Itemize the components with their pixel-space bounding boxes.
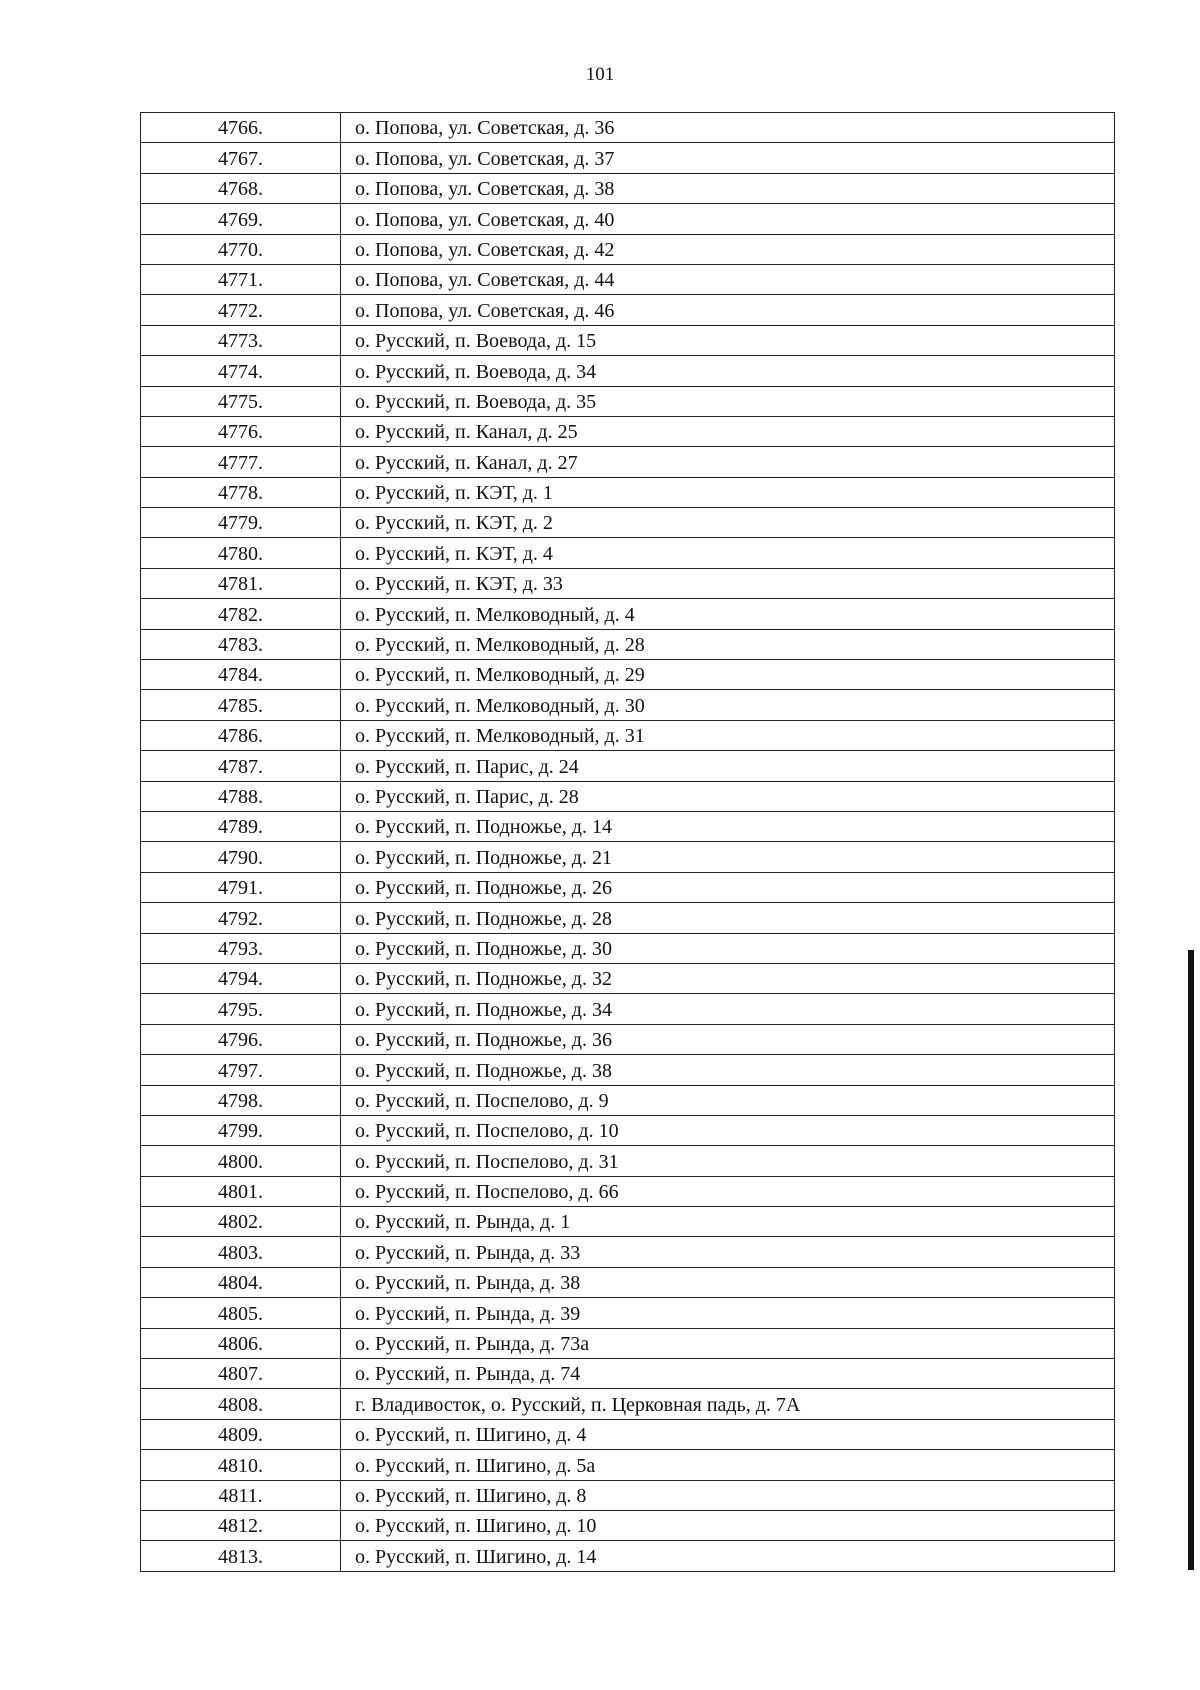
row-address: о. Русский, п. Парис, д. 28 (341, 781, 1115, 811)
table-row (141, 933, 1115, 963)
row-number: 4779. (141, 508, 341, 538)
row-address: о. Русский, п. Поспелово, д. 31 (341, 1146, 1115, 1176)
row-number: 4801. (141, 1176, 341, 1206)
table-row (141, 903, 1115, 933)
row-number: 4812. (141, 1510, 341, 1540)
table-row (141, 416, 1115, 446)
table-row (141, 1450, 1115, 1480)
row-number: 4798. (141, 1085, 341, 1115)
row-address: о. Русский, п. Подножье, д. 14 (341, 811, 1115, 841)
table-row (141, 477, 1115, 507)
row-address: о. Русский, п. Канал, д. 27 (341, 447, 1115, 477)
row-number: 4772. (141, 295, 341, 325)
table-row (141, 447, 1115, 477)
row-address: о. Русский, п. Подножье, д. 28 (341, 903, 1115, 933)
row-number: 4793. (141, 933, 341, 963)
row-number: 4768. (141, 173, 341, 203)
table-row (141, 1298, 1115, 1328)
row-address: о. Попова, ул. Советская, д. 46 (341, 295, 1115, 325)
row-address: о. Попова, ул. Советская, д. 38 (341, 173, 1115, 203)
row-number: 4790. (141, 842, 341, 872)
table-row (141, 1207, 1115, 1237)
table-row (141, 295, 1115, 325)
row-number: 4776. (141, 416, 341, 446)
row-address: о. Русский, п. Рында, д. 74 (341, 1359, 1115, 1389)
row-address: о. Русский, п. Мелководный, д. 29 (341, 660, 1115, 690)
table-row (141, 781, 1115, 811)
row-address: о. Русский, п. Шигино, д. 4 (341, 1419, 1115, 1449)
scan-edge-mark (1188, 950, 1194, 1570)
row-address: о. Русский, п. Подножье, д. 26 (341, 872, 1115, 902)
row-number: 4778. (141, 477, 341, 507)
row-number: 4802. (141, 1207, 341, 1237)
table-row (141, 143, 1115, 173)
table-row (141, 1267, 1115, 1297)
table-row (141, 872, 1115, 902)
row-number: 4785. (141, 690, 341, 720)
row-address: о. Русский, п. КЭТ, д. 1 (341, 477, 1115, 507)
table-row (141, 842, 1115, 872)
table-row (141, 1237, 1115, 1267)
row-number: 4789. (141, 811, 341, 841)
row-address: о. Русский, п. Рында, д. 38 (341, 1267, 1115, 1297)
row-number: 4806. (141, 1328, 341, 1358)
table-row (141, 994, 1115, 1024)
row-address: о. Русский, п. Мелководный, д. 28 (341, 629, 1115, 659)
row-number: 4773. (141, 325, 341, 355)
table-row (141, 811, 1115, 841)
table-row (141, 660, 1115, 690)
table-row (141, 356, 1115, 386)
row-number: 4813. (141, 1541, 341, 1571)
table-row (141, 538, 1115, 568)
row-number: 4783. (141, 629, 341, 659)
row-address: г. Владивосток, о. Русский, п. Церковная падь, д. 7А (341, 1389, 1115, 1419)
table-row (141, 325, 1115, 355)
row-address: о. Русский, п. Рында, д. 73а (341, 1328, 1115, 1358)
row-number: 4805. (141, 1298, 341, 1328)
table-row (141, 1480, 1115, 1510)
row-address: о. Русский, п. Воевода, д. 35 (341, 386, 1115, 416)
row-number: 4807. (141, 1359, 341, 1389)
table-row (141, 173, 1115, 203)
row-address: о. Русский, п. Парис, д. 24 (341, 751, 1115, 781)
row-number: 4781. (141, 568, 341, 598)
row-number: 4809. (141, 1419, 341, 1449)
row-address: о. Русский, п. Мелководный, д. 30 (341, 690, 1115, 720)
row-number: 4786. (141, 720, 341, 750)
page-number: 101 (585, 64, 615, 85)
row-number: 4777. (141, 447, 341, 477)
table-row (141, 1085, 1115, 1115)
row-address: о. Русский, п. Подножье, д. 32 (341, 963, 1115, 993)
row-number: 4791. (141, 872, 341, 902)
row-number: 4810. (141, 1450, 341, 1480)
row-address: о. Русский, п. Подножье, д. 21 (341, 842, 1115, 872)
row-number: 4766. (141, 113, 341, 143)
table-row (141, 599, 1115, 629)
row-address: о. Русский, п. Шигино, д. 5а (341, 1450, 1115, 1480)
table-row (141, 386, 1115, 416)
row-number: 4792. (141, 903, 341, 933)
row-number: 4767. (141, 143, 341, 173)
row-address: о. Попова, ул. Советская, д. 37 (341, 143, 1115, 173)
table-row (141, 751, 1115, 781)
row-address: о. Попова, ул. Советская, д. 36 (341, 113, 1115, 143)
row-address: о. Попова, ул. Советская, д. 40 (341, 204, 1115, 234)
table-row (141, 1024, 1115, 1054)
table-row (141, 234, 1115, 264)
row-number: 4797. (141, 1055, 341, 1085)
row-address: о. Русский, п. Рында, д. 33 (341, 1237, 1115, 1267)
row-address: о. Русский, п. Шигино, д. 8 (341, 1480, 1115, 1510)
table-row (141, 264, 1115, 294)
table-row (141, 629, 1115, 659)
row-number: 4782. (141, 599, 341, 629)
table-row (141, 1359, 1115, 1389)
row-number: 4770. (141, 234, 341, 264)
table-row (141, 1541, 1115, 1571)
row-address: о. Русский, п. Рында, д. 39 (341, 1298, 1115, 1328)
table-row (141, 1328, 1115, 1358)
row-number: 4774. (141, 356, 341, 386)
table-row (141, 1055, 1115, 1085)
row-address: о. Русский, п. Поспелово, д. 66 (341, 1176, 1115, 1206)
row-number: 4808. (141, 1389, 341, 1419)
table-row (141, 1419, 1115, 1449)
row-address: о. Русский, п. Подножье, д. 36 (341, 1024, 1115, 1054)
row-number: 4796. (141, 1024, 341, 1054)
row-address: о. Русский, п. КЭТ, д. 4 (341, 538, 1115, 568)
row-number: 4795. (141, 994, 341, 1024)
row-address: о. Русский, п. Воевода, д. 15 (341, 325, 1115, 355)
row-number: 4771. (141, 264, 341, 294)
table-row (141, 508, 1115, 538)
row-number: 4788. (141, 781, 341, 811)
table-row (141, 1176, 1115, 1206)
row-address: о. Русский, п. КЭТ, д. 2 (341, 508, 1115, 538)
row-number: 4800. (141, 1146, 341, 1176)
table-row (141, 963, 1115, 993)
table-row (141, 568, 1115, 598)
address-table (140, 112, 1115, 1572)
table-row (141, 1510, 1115, 1540)
row-address: о. Русский, п. Канал, д. 25 (341, 416, 1115, 446)
row-address: о. Русский, п. Подножье, д. 30 (341, 933, 1115, 963)
row-address: о. Русский, п. Поспелово, д. 9 (341, 1085, 1115, 1115)
row-address: о. Русский, п. Рында, д. 1 (341, 1207, 1115, 1237)
table-row (141, 1146, 1115, 1176)
row-number: 4799. (141, 1115, 341, 1145)
row-address: о. Русский, п. Поспелово, д. 10 (341, 1115, 1115, 1145)
table-row (141, 1115, 1115, 1145)
row-address: о. Русский, п. Мелководный, д. 4 (341, 599, 1115, 629)
row-address: о. Русский, п. Подножье, д. 38 (341, 1055, 1115, 1085)
row-address: о. Русский, п. Воевода, д. 34 (341, 356, 1115, 386)
row-address: о. Русский, п. КЭТ, д. 33 (341, 568, 1115, 598)
row-address: о. Русский, п. Шигино, д. 10 (341, 1510, 1115, 1540)
table-row (141, 113, 1115, 143)
row-number: 4804. (141, 1267, 341, 1297)
table-row (141, 204, 1115, 234)
table-row (141, 690, 1115, 720)
row-address: о. Попова, ул. Советская, д. 44 (341, 264, 1115, 294)
row-number: 4803. (141, 1237, 341, 1267)
row-address: о. Русский, п. Подножье, д. 34 (341, 994, 1115, 1024)
table-row (141, 1389, 1115, 1419)
row-number: 4769. (141, 204, 341, 234)
row-number: 4775. (141, 386, 341, 416)
row-number: 4787. (141, 751, 341, 781)
row-number: 4780. (141, 538, 341, 568)
row-address: о. Русский, п. Шигино, д. 14 (341, 1541, 1115, 1571)
row-number: 4794. (141, 963, 341, 993)
address-table-body (141, 113, 1115, 1572)
row-address: о. Русский, п. Мелководный, д. 31 (341, 720, 1115, 750)
row-number: 4784. (141, 660, 341, 690)
row-address: о. Попова, ул. Советская, д. 42 (341, 234, 1115, 264)
table-row (141, 720, 1115, 750)
row-number: 4811. (141, 1480, 341, 1510)
